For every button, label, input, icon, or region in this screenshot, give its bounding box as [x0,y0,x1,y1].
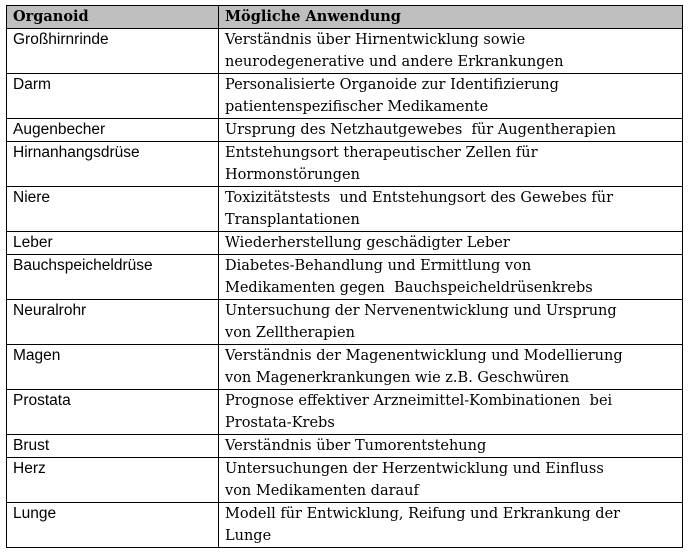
application-line: Wiederherstellung geschädigter Leber [225,235,510,251]
organ-cell: Magen [7,345,219,390]
organ-cell: Hirnanhangsdrüse [7,142,219,187]
application-line: Ursprung des Netzhautgewebes für Augentherapien [225,122,616,138]
table-row [7,458,683,503]
table-body [7,29,683,548]
application-line: von Medikamenten darauf [225,483,419,499]
application-line: Diabetes-Behandlung und Ermittlung von [225,258,532,274]
application-cell [219,390,683,435]
organ-cell: Neuralrohr [7,300,219,345]
organ-cell: Leber [7,232,219,255]
organoid-table [6,5,683,548]
table-row [7,142,683,187]
table-row [7,345,683,390]
application-line: Verständnis über Hirnentwicklung sowie [225,32,526,48]
organ-cell: Großhirnrinde [7,29,219,74]
application-line: von Magenerkrankungen wie z.B. Geschwüren [225,370,570,386]
table-row [7,435,683,458]
table-row [7,187,683,232]
application-line: patientenspezifischer Medikamente [225,99,489,115]
application-line: Toxizitätstests und Entstehungsort des Gewebes für [225,190,614,206]
header-application: Mögliche Anwendung [219,6,683,29]
organ-cell: Niere [7,187,219,232]
table-row [7,390,683,435]
application-cell [219,503,683,548]
application-line: Prognose effektiver Arzneimittel-Kombinationen bei [225,393,613,409]
application-cell [219,29,683,74]
application-line: neurodegenerative und andere Erkrankungen [225,54,564,70]
application-line: Untersuchungen der Herzentwicklung und Einfluss [225,461,604,477]
table-row [7,74,683,119]
organ-cell: Lunge [7,503,219,548]
organ-cell: Brust [7,435,219,458]
application-cell [219,187,683,232]
organ-cell: Herz [7,458,219,503]
application-cell [219,300,683,345]
application-cell [219,74,683,119]
table-row [7,29,683,74]
organ-cell: Augenbecher [7,119,219,142]
application-line: Personalisierte Organoide zur Identifizierung [225,77,559,93]
application-cell [219,458,683,503]
header-row [7,6,683,29]
application-cell [219,345,683,390]
organ-cell: Prostata [7,390,219,435]
application-line: Entstehungsort therapeutischer Zellen für [225,145,538,161]
application-line: Lunge [225,528,272,544]
table-row [7,503,683,548]
application-cell [219,255,683,300]
table-row [7,119,683,142]
table-row [7,300,683,345]
application-line: Medikamenten gegen Bauchspeicheldrüsenkrebs [225,280,593,296]
table-row [7,232,683,255]
application-cell [219,435,683,458]
application-line: Verständnis der Magenentwicklung und Modellierung [225,348,623,364]
application-line: Prostata-Krebs [225,415,335,431]
application-line: Hormonstörungen [225,167,360,183]
application-cell [219,119,683,142]
application-cell [219,232,683,255]
application-line: von Zelltherapien [225,325,355,341]
application-line: Transplantationen [225,212,360,228]
application-line: Verständnis über Tumorentstehung [225,438,487,454]
table-row [7,255,683,300]
organ-cell: Darm [7,74,219,119]
organ-cell: Bauchspeicheldrüse [7,255,219,300]
application-line: Modell für Entwicklung, Reifung und Erkrankung der [225,506,621,522]
application-line: Untersuchung der Nervenentwicklung und Ursprung [225,303,617,319]
application-cell [219,142,683,187]
header-organoid: Organoid [7,6,219,29]
